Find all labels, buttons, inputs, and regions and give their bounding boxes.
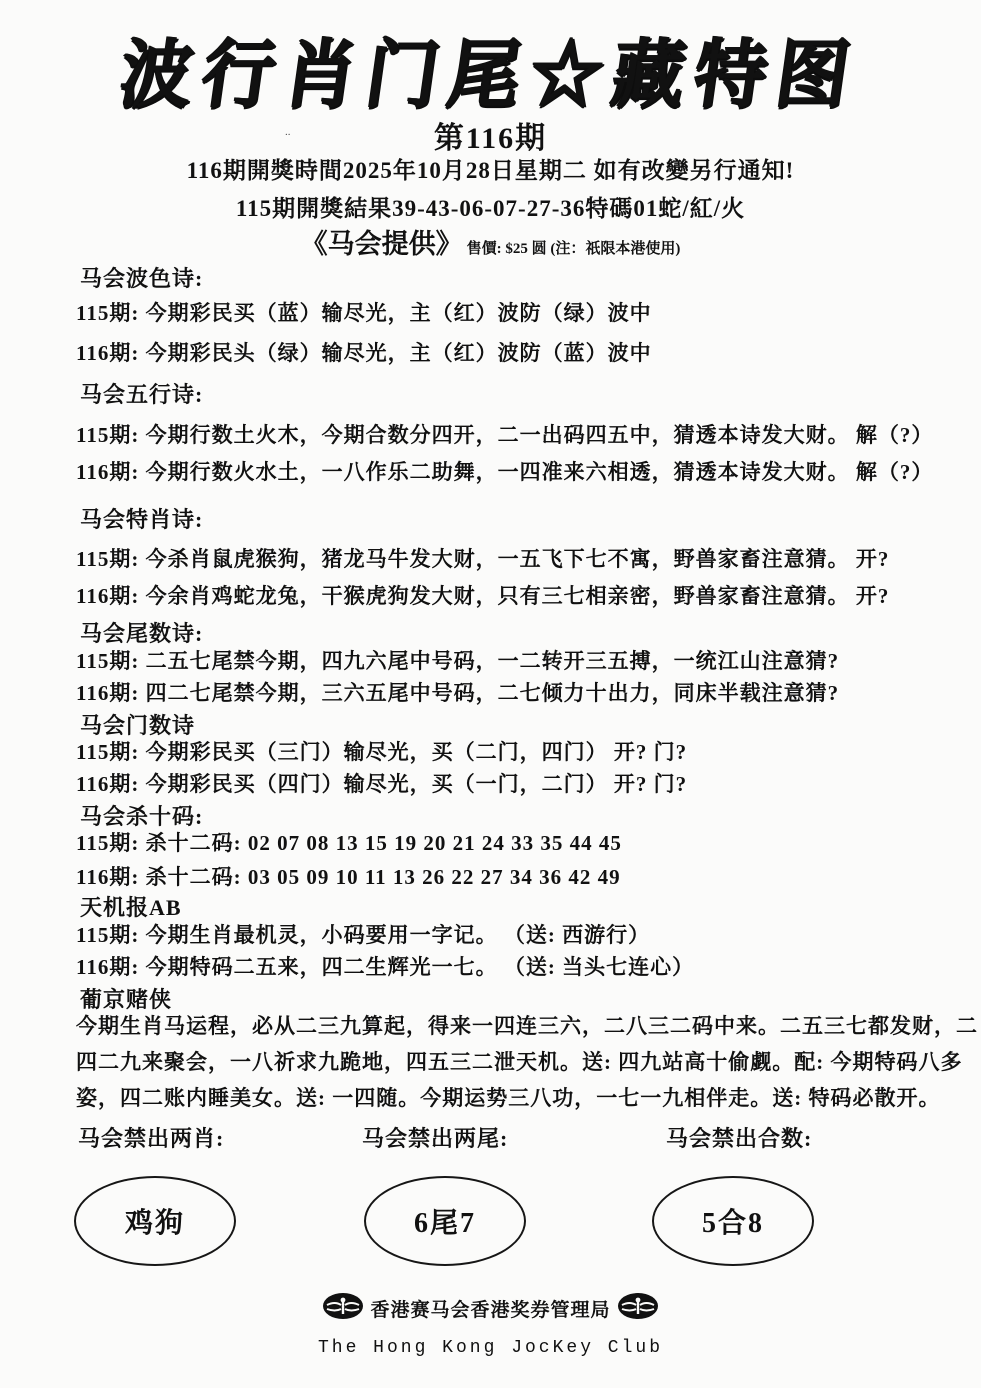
section-heading-special-zodiac: 马会特肖诗: bbox=[80, 507, 204, 532]
forbidden-zodiac-oval bbox=[74, 1176, 236, 1266]
poem-line: 115期: 二五七尾禁今期，四九六尾中号码，一二转开三五搏，一统江山注意猜? bbox=[76, 649, 840, 673]
poem-line: 116期: 今余肖鸡蛇龙兔，干猴虎狗发大财，只有三七相亲密，野兽家畜注意猜。 开? bbox=[76, 584, 890, 608]
section-heading-kill-numbers: 马会杀十码: bbox=[80, 804, 204, 829]
forbidden-zodiac-label: 马会禁出两肖: bbox=[78, 1126, 225, 1151]
hkjc-logo-icon bbox=[617, 1292, 659, 1325]
poem-line: 115期: 今杀肖鼠虎猴狗，猪龙马牛发大财，一五飞下七不寓，野兽家畜注意猜。 开? bbox=[76, 547, 890, 571]
page-title: 波行肖门尾☆藏特图 bbox=[114, 33, 865, 117]
scan-speck: .. bbox=[285, 126, 291, 138]
hkjc-logo-icon bbox=[322, 1292, 364, 1325]
section-heading-wave-color: 马会波色诗: bbox=[80, 266, 204, 291]
footer-org-cn: 香港赛马会香港奖券管理局 bbox=[370, 1300, 611, 1321]
draw-notice: 116期開獎時間2025年10月28日星期二 如有改變另行通知! bbox=[186, 158, 795, 183]
poem-line: 116期: 今期彩民头（绿）输尽光，主（红）波防（蓝）波中 bbox=[76, 341, 652, 365]
poem-line: 115期: 今期彩民买（三门）输尽光，买（二门，四门） 开? 门? bbox=[76, 740, 688, 764]
last-result: 115期開獎結果39-43-06-07-27-36特碼01蛇/紅/火 bbox=[235, 196, 746, 221]
forbidden-sum-value: 5合8 bbox=[701, 1208, 764, 1239]
forbidden-tail-label: 马会禁出两尾: bbox=[362, 1126, 509, 1151]
section-heading-pujing-gambler: 葡京赌侠 bbox=[80, 987, 173, 1012]
section-heading-tianji-report: 天机报AB bbox=[80, 895, 182, 920]
footer-org-row bbox=[0, 1292, 981, 1325]
poem-line: 116期: 今期彩民买（四门）输尽光，买（一门，二门） 开? 门? bbox=[76, 772, 688, 796]
kill-numbers-line: 115期: 杀十二码: 02 07 08 13 15 19 20 21 24 33 35 44 45 bbox=[76, 831, 622, 855]
forbidden-zodiac-value: 鸡狗 bbox=[124, 1208, 185, 1239]
forbidden-sum-label: 马会禁出合数: bbox=[666, 1126, 813, 1151]
poem-line: 115期: 今期生肖最机灵，小码要用一字记。 （送: 西游行） bbox=[76, 923, 651, 947]
section-heading-tail-number: 马会尾数诗: bbox=[80, 621, 204, 646]
poem-line: 115期: 今期彩民买（蓝）输尽光，主（红）波防（绿）波中 bbox=[76, 301, 652, 325]
provider-note: 售價: $25 圆 (注：祇限本港使用) bbox=[466, 241, 681, 257]
paragraph-line: 四二九来聚会，一八祈求九跪地，四五三二泄天机。送: 四九站高十偷觑。配: 今期特码八多 bbox=[76, 1050, 963, 1074]
paragraph-line: 姿，四二账内睡美女。送: 一四随。今期运势三八功，一七一九相伴走。送: 特码必散开。 bbox=[76, 1086, 941, 1110]
provider-name: 《马会提供》 bbox=[300, 229, 463, 259]
provider-line bbox=[0, 222, 981, 261]
forbidden-tail-value: 6尾7 bbox=[413, 1208, 476, 1239]
footer-org-en: The Hong Kong JocKey Club bbox=[317, 1338, 664, 1358]
forbidden-sum-oval bbox=[652, 1176, 814, 1266]
issue-heading: 第116期 bbox=[433, 122, 548, 155]
kill-numbers-line: 116期: 杀十二码: 03 05 09 10 11 13 26 22 27 34 36 42 49 bbox=[76, 865, 621, 889]
poem-line: 116期: 今期特码二五来，四二生辉光一七。 （送: 当头七连心） bbox=[76, 955, 695, 979]
paragraph-line: 今期生肖马运程，必从二三九算起，得来一四连三六，二八三二码中来。二五三七都发财，二 bbox=[76, 1014, 978, 1038]
poem-line: 115期: 今期行数土火木，今期合数分四开，二一出码四五中，猜透本诗发大财。 解（?） bbox=[76, 423, 934, 447]
section-heading-five-elements: 马会五行诗: bbox=[80, 382, 204, 407]
poem-line: 116期: 四二七尾禁今期，三六五尾中号码，二七倾力十出力，同床半载注意猜? bbox=[76, 681, 840, 705]
poem-line: 116期: 今期行数火水土，一八作乐二助舞，一四准来六相透，猜透本诗发大财。 解（?） bbox=[76, 460, 934, 484]
forbidden-tail-oval bbox=[364, 1176, 526, 1266]
section-heading-gate-number: 马会门数诗 bbox=[80, 713, 196, 738]
